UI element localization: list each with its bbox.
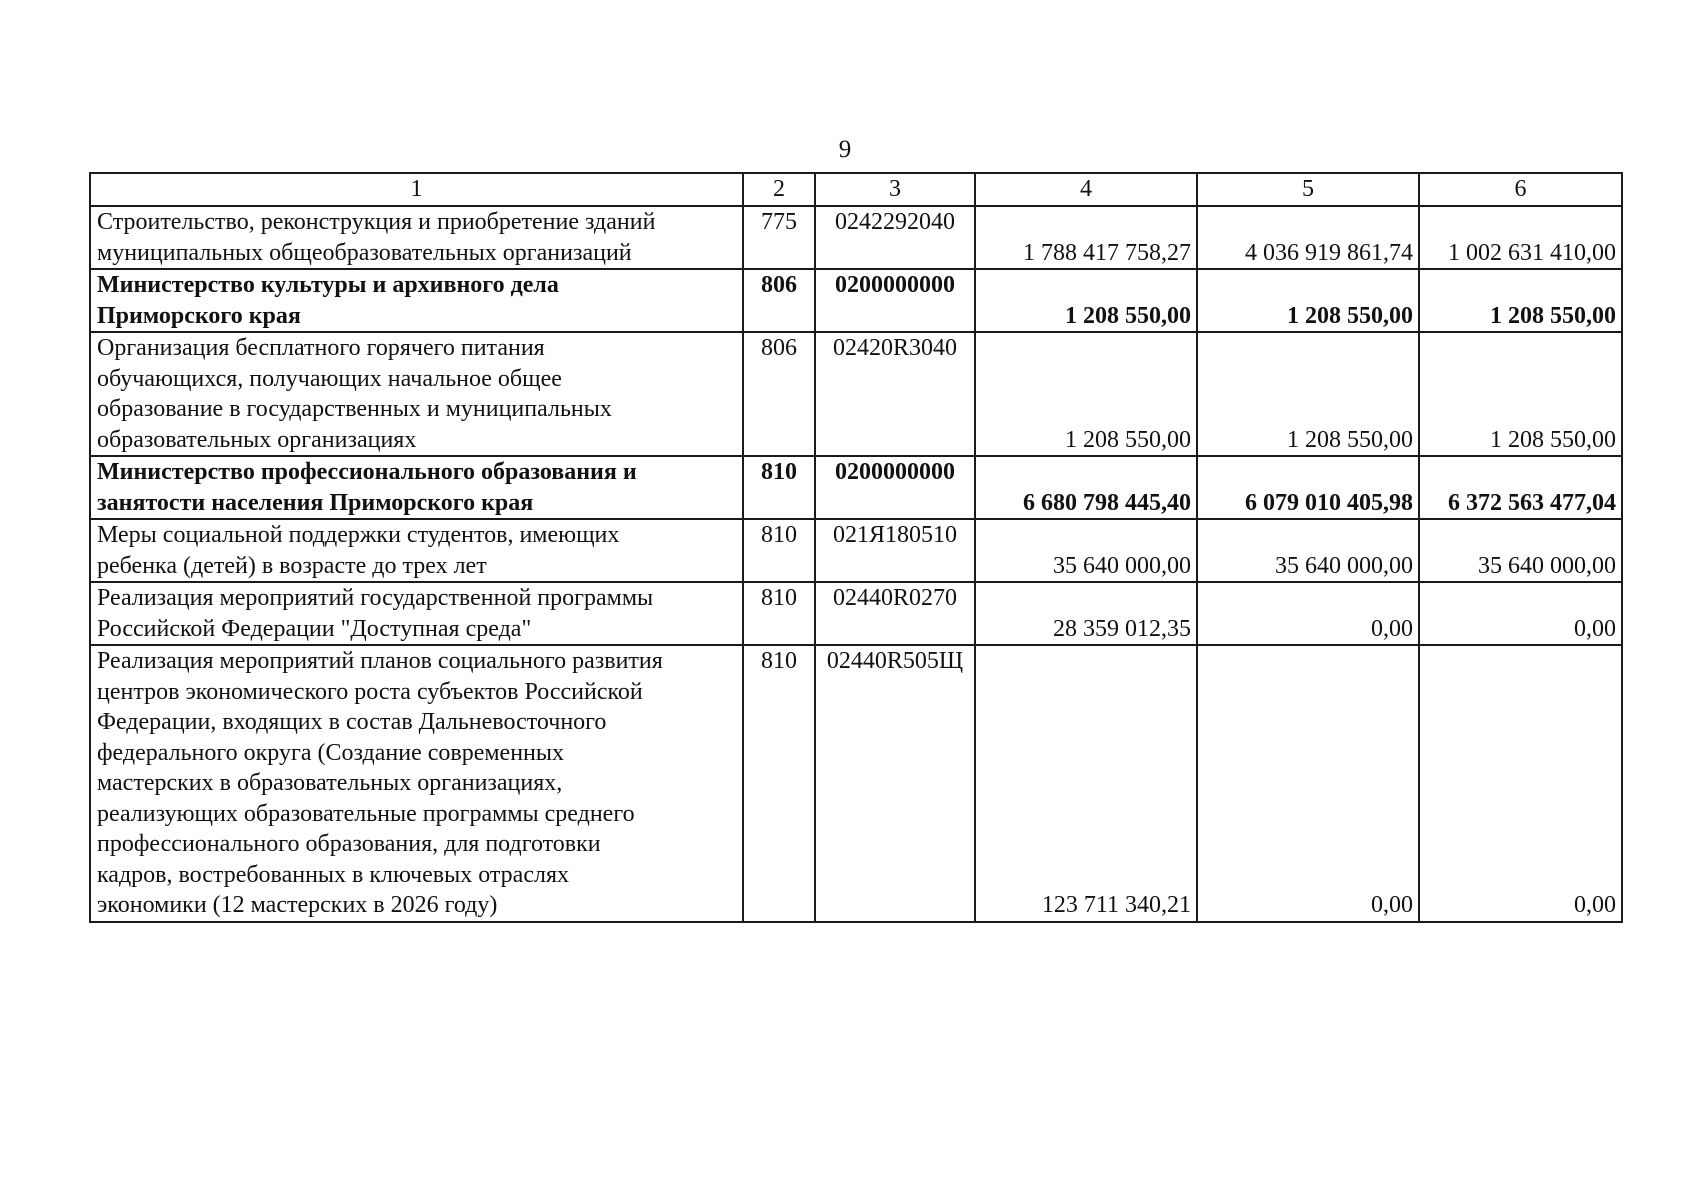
row-name-cell xyxy=(90,332,743,456)
row-name-cell xyxy=(90,206,743,269)
page-number: 9 xyxy=(838,136,852,163)
table-row xyxy=(90,332,1622,456)
row-name-line: муниципальных общеобразовательных организаций xyxy=(97,239,632,266)
table-row-section xyxy=(90,269,1622,332)
row-name-line: образовательных организациях xyxy=(97,426,417,453)
column-header: 1 xyxy=(90,173,743,206)
column-header: 2 xyxy=(743,173,815,206)
row-name-line: Организация бесплатного горячего питания xyxy=(97,335,545,361)
table-row xyxy=(90,582,1622,645)
amount-cell-col5: 4 036 919 861,74 xyxy=(1197,206,1419,269)
admin-code-cell: 810 xyxy=(743,582,815,645)
budget-code-cell: 02420R3040 xyxy=(815,332,975,456)
amount-cell-col6: 1 002 631 410,00 xyxy=(1419,206,1622,269)
table-row xyxy=(90,645,1622,922)
budget-table xyxy=(89,172,1623,923)
table-row xyxy=(90,519,1622,582)
row-name-line: Строительство, реконструкция и приобретение зданий xyxy=(97,209,656,235)
budget-code-cell: 02440R0270 xyxy=(815,582,975,645)
budget-code-cell: 021Я180510 xyxy=(815,519,975,582)
row-name-line: Реализация мероприятий государственной программы xyxy=(97,585,654,611)
admin-code-cell: 810 xyxy=(743,519,815,582)
amount-cell-col4: 1 208 550,00 xyxy=(975,269,1197,332)
admin-code-cell: 806 xyxy=(743,269,815,332)
budget-code-cell: 02440R505Щ xyxy=(815,645,975,922)
amount-cell-col4: 28 359 012,35 xyxy=(975,582,1197,645)
amount-cell-col6: 0,00 xyxy=(1419,582,1622,645)
amount-cell-col5: 0,00 xyxy=(1197,582,1419,645)
row-name-line: реализующих образовательные программы среднего xyxy=(97,800,635,827)
row-name-line: образование в государственных и муниципальных xyxy=(97,396,612,422)
amount-cell-col5: 1 208 550,00 xyxy=(1197,332,1419,456)
row-name-line: Реализация мероприятий планов социального развития xyxy=(97,648,663,674)
admin-code-cell: 806 xyxy=(743,332,815,456)
admin-code-cell: 810 xyxy=(743,645,815,922)
amount-cell-col5: 0,00 xyxy=(1197,645,1419,922)
admin-code-cell: 775 xyxy=(743,206,815,269)
admin-code-cell: 810 xyxy=(743,456,815,519)
amount-cell-col4: 6 680 798 445,40 xyxy=(975,456,1197,519)
amount-cell-col5: 6 079 010 405,98 xyxy=(1197,456,1419,519)
amount-cell-col6: 1 208 550,00 xyxy=(1419,332,1622,456)
column-header: 4 xyxy=(975,173,1197,206)
row-name-cell xyxy=(90,269,743,332)
column-header: 3 xyxy=(815,173,975,206)
table-body xyxy=(90,173,1622,922)
row-name-line: Федерации, входящих в состав Дальневосточного xyxy=(97,709,607,735)
row-name-cell xyxy=(90,645,743,922)
row-name-line: Приморского края xyxy=(97,302,301,329)
row-name-line: ребенка (детей) в возрасте до трех лет xyxy=(97,552,487,579)
amount-cell-col4: 123 711 340,21 xyxy=(975,645,1197,922)
budget-code-cell: 0200000000 xyxy=(815,456,975,519)
row-name-line: Меры социальной поддержки студентов, имеющих xyxy=(97,522,620,548)
row-name-line: занятости населения Приморского края xyxy=(97,489,534,516)
column-header: 5 xyxy=(1197,173,1419,206)
budget-code-cell: 0242292040 xyxy=(815,206,975,269)
amount-cell-col6: 35 640 000,00 xyxy=(1419,519,1622,582)
table-row-section xyxy=(90,456,1622,519)
table-header-row xyxy=(90,173,1622,206)
amount-cell-col4: 1 208 550,00 xyxy=(975,332,1197,456)
row-name-line: обучающихся, получающих начальное общее xyxy=(97,365,562,392)
amount-cell-col6: 6 372 563 477,04 xyxy=(1419,456,1622,519)
row-name-line: мастерских в образовательных организациях, xyxy=(97,770,563,796)
budget-code-cell: 0200000000 xyxy=(815,269,975,332)
row-name-line: федерального округа (Создание современных xyxy=(97,739,565,766)
table-row xyxy=(90,206,1622,269)
row-name-cell xyxy=(90,519,743,582)
row-name-line: кадров, востребованных в ключевых отраслях xyxy=(97,861,569,888)
column-header: 6 xyxy=(1419,173,1622,206)
amount-cell-col6: 0,00 xyxy=(1419,645,1622,922)
amount-cell-col5: 1 208 550,00 xyxy=(1197,269,1419,332)
row-name-line: Министерство культуры и архивного дела xyxy=(97,272,559,298)
row-name-line: центров экономического роста субъектов Российской xyxy=(97,678,643,705)
amount-cell-col6: 1 208 550,00 xyxy=(1419,269,1622,332)
row-name-cell xyxy=(90,456,743,519)
amount-cell-col4: 1 788 417 758,27 xyxy=(975,206,1197,269)
row-name-line: Российской Федерации "Доступная среда" xyxy=(97,615,532,642)
row-name-line: Министерство профессионального образования и xyxy=(97,459,637,485)
row-name-cell xyxy=(90,582,743,645)
amount-cell-col4: 35 640 000,00 xyxy=(975,519,1197,582)
amount-cell-col5: 35 640 000,00 xyxy=(1197,519,1419,582)
row-name-line: экономики (12 мастерских в 2026 году) xyxy=(97,892,498,918)
row-name-line: профессионального образования, для подготовки xyxy=(97,831,601,857)
